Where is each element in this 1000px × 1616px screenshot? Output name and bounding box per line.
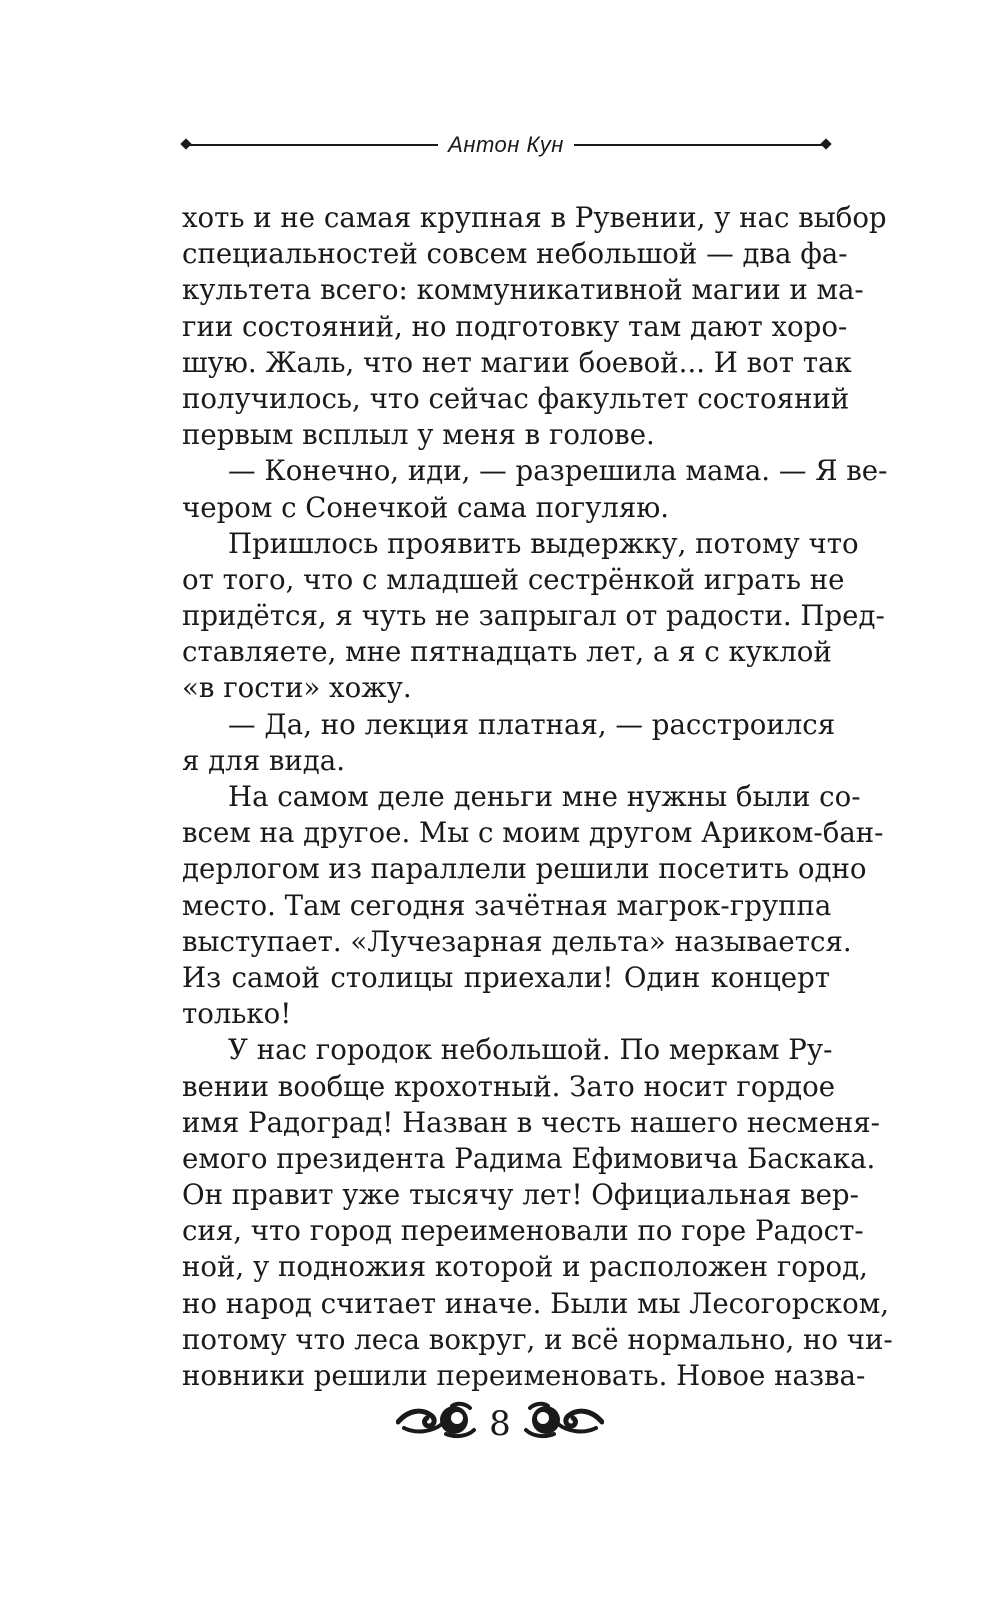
text-line: ной, у подножия которой и расположен город,	[182, 1250, 868, 1284]
text-line: выступает. «Лучезарная дельта» называется.	[182, 924, 852, 958]
text-line: «в гости» хожу.	[182, 671, 412, 705]
text-line: сия, что город переименовали по горе Радост-	[182, 1214, 864, 1248]
text-line: потому что леса вокруг, и всё нормально, но чи-	[182, 1322, 893, 1356]
text-line: только!	[182, 997, 292, 1031]
text-line: культета всего: коммуникативной магии и ма-	[182, 273, 864, 307]
text-line: Из самой столицы приехали! Один концерт	[182, 960, 830, 994]
running-header	[182, 130, 830, 160]
text-line: На самом деле деньги мне нужны были со-	[228, 780, 861, 813]
text-line: гии состояний, но подготовку там дают хоро-	[182, 309, 848, 343]
header-author: Антон Кун	[448, 132, 564, 157]
page-number: 8	[489, 1404, 511, 1444]
text-line: емого президента Радима Ефимовича Баскака.	[182, 1141, 876, 1175]
text-line: вении вообще крохотный. Зато носит гордое	[182, 1069, 836, 1103]
text-line: новники решили переименовать. Новое назва-	[182, 1359, 866, 1392]
text-line: — Конечно, иди, — разрешила мама. — Я ве-	[228, 454, 888, 488]
text-line: место. Там сегодня зачётная магрок-группа	[182, 888, 832, 922]
text-line: У нас городок небольшой. По меркам Ру-	[228, 1033, 833, 1067]
text-line: имя Радоград! Назван в честь нашего несменя-	[182, 1105, 880, 1139]
flourish-left-icon	[396, 1400, 478, 1440]
header-rule-right	[574, 144, 824, 146]
page-body	[182, 200, 893, 1394]
text-line: Он правит уже тысячу лет! Официальная вер-	[182, 1178, 859, 1212]
text-line: Пришлось проявить выдержку, потому что	[228, 526, 859, 560]
text-line: шую. Жаль, что нет магии боевой... И вот так	[182, 345, 852, 379]
text-line: я для вида.	[182, 743, 346, 777]
text-line: специальностей совсем небольшой — два фа-	[182, 237, 848, 271]
text-line: но народ считает иначе. Были мы Лесогорском,	[182, 1286, 890, 1320]
page-footer	[0, 1396, 1000, 1454]
text-line: — Да, но лекция платная, — расстроился	[228, 707, 836, 741]
text-line: всем на другое. Мы с моим другом Ариком-бан-	[182, 816, 884, 850]
text-line: придётся, я чуть не запрыгал от радости. Пред-	[182, 599, 885, 633]
flourish-right-icon	[522, 1400, 604, 1440]
text-line: чером с Сонечкой сама погуляю.	[182, 490, 670, 524]
text-line: получилось, что сейчас факультет состояний	[182, 381, 850, 415]
text-line: дерлогом из параллели решили посетить одно	[182, 852, 867, 886]
text-line: ставляете, мне пятнадцать лет, а я с куклой	[182, 635, 832, 669]
text-line: хоть и не самая крупная в Рувении, у нас выбор	[182, 201, 887, 234]
text-line: от того, что с младшей сестрёнкой играть не	[182, 562, 845, 596]
text-line: первым всплыл у меня в голове.	[182, 418, 655, 452]
